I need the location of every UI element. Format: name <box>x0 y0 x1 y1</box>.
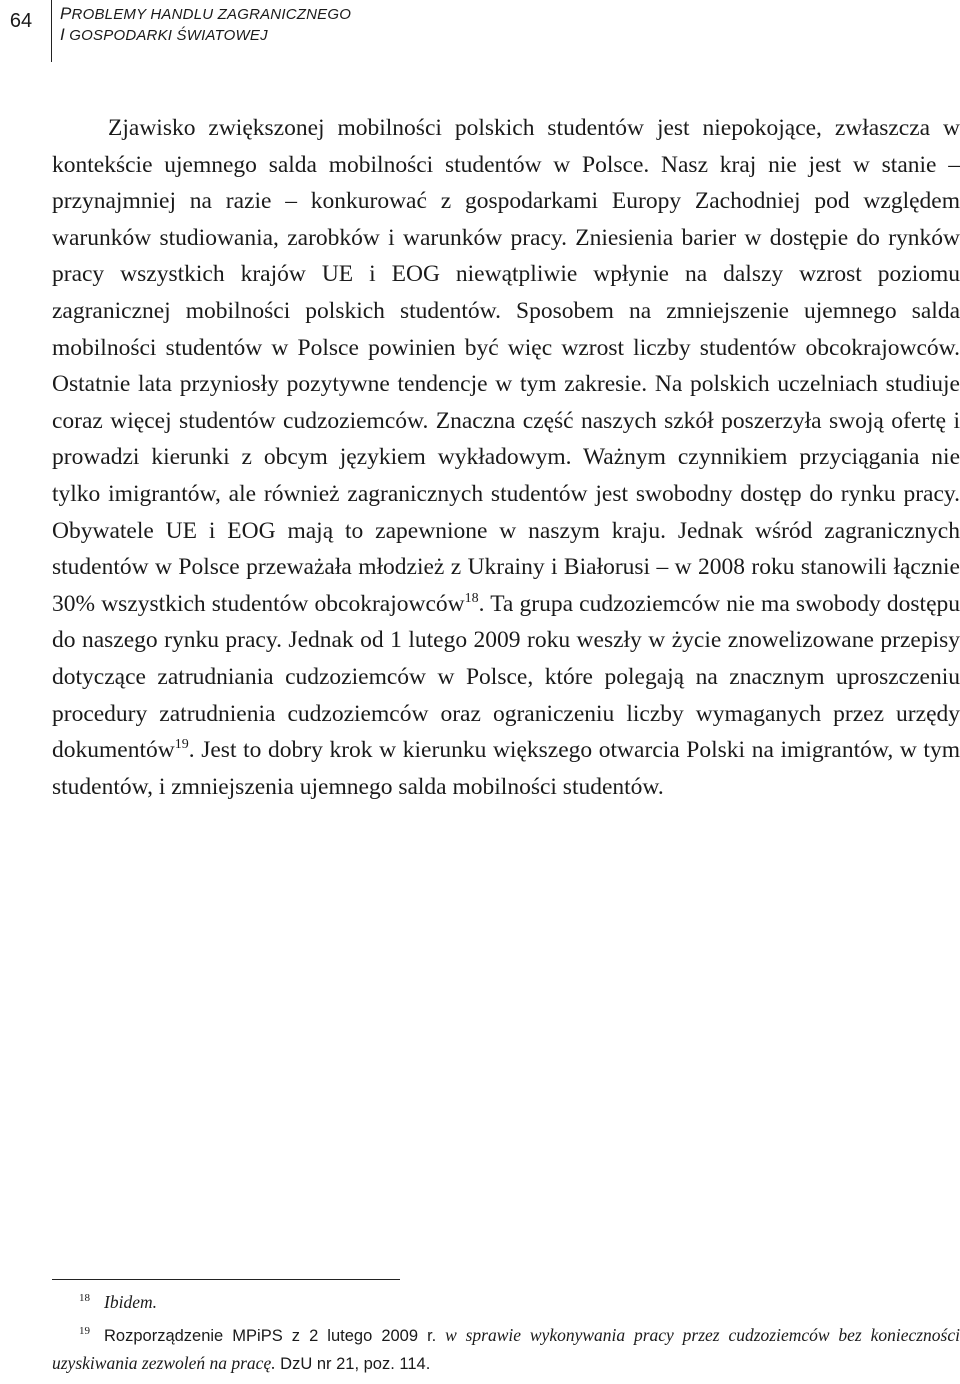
page-number: 64 <box>9 10 33 32</box>
footnotes <box>52 1289 960 1384</box>
running-head-line-1: PROBLEMY HANDLU ZAGRANICZNEGO <box>60 4 352 23</box>
footnote-19-number: 19 <box>79 1325 90 1337</box>
footnote-19 <box>52 1322 960 1378</box>
footnote-divider <box>52 1279 400 1280</box>
footnote-18-text: Ibidem. <box>104 1292 157 1312</box>
footnote-18-number: 18 <box>79 1292 90 1304</box>
running-head <box>60 4 351 46</box>
footnote-ref-18: 18 <box>464 590 479 606</box>
body-text-part-3: . Jest to dobry krok w kierunku większego otwarcia Polski na imigrantów, w tym studentów, i zmniejszenia ujemnego salda mobilności studentów. <box>52 737 960 800</box>
footnote-ref-19: 19 <box>174 737 189 753</box>
running-head-line-2: I GOSPODARKI ŚWIATOWEJ <box>60 25 268 44</box>
footnote-18 <box>52 1289 960 1316</box>
body-paragraph <box>52 110 960 805</box>
footnote-19-title: w sprawie wykonywania pracy przez cudzoziemców bez konieczności uzyskiwania zezwoleń na pracę. <box>52 1325 960 1373</box>
footnote-19-regulation: Rozporządzenie MPiPS z 2 lutego 2009 r. <box>104 1327 437 1345</box>
header-divider <box>51 0 52 62</box>
body-text-part-1: Zjawisko zwiększonej mobilności polskich studentów jest niepokojące, zwłaszcza w kontekście ujemnego salda mobilności studentów w Polsce. Nasz kraj nie jest w stanie – przynajmniej na razie – konkurować z gospodarkami Europy Zachodniej pod względem warunków studiowania, zarobków i warunków pracy. Zniesienia barier w dostępie do rynków pracy wszystkich krajów UE i EOG niewątpliwie wpłynie na dalszy wzrost poziomu zagranicznej mobilności polskich studentów. Sposobem na zmniejszenie ujemnego salda mobilności studentów w Polsce powinien być więc wzrost liczby studentów obcokrajowców. Ostatnie lata przyniosły pozytywne tendencje w tym zakresie. Na polskich uczelniach studiuje coraz więcej studentów cudzoziemców. Znaczna część naszych szkół poszerzyła swoją ofertę i prowadzi kierunki z obcym językiem wykładowym. Ważnym czynnikiem przyciągania nie tylko imigrantów, ale również zagranicznych studentów jest swobodny dostęp do rynku pracy. Obywatele UE i EOG mają to zapewnione w naszym kraju. Jednak wśród zagranicznych studentów w Polsce przeważała młodzież z Ukrainy i Białorusi – w 2008 roku stanowili łącznie 30% wszystkich studentów obcokrajowców <box>52 115 960 617</box>
body-text-part-2: . Ta grupa cudzoziemców nie ma swobody dostępu do naszego rynku pracy. Jednak od 1 lutego 2009 roku weszły w życie znowelizowane przepisy dotyczące zatrudniania cudzoziemców w Polsce, które polegają na znacznym uproszczeniu procedury zatrudnienia cudzoziemców oraz ograniczeniu liczby wymaganych przez urzędy dokumentów <box>52 590 960 764</box>
footnote-19-source: DzU nr 21, poz. 114. <box>275 1355 431 1373</box>
